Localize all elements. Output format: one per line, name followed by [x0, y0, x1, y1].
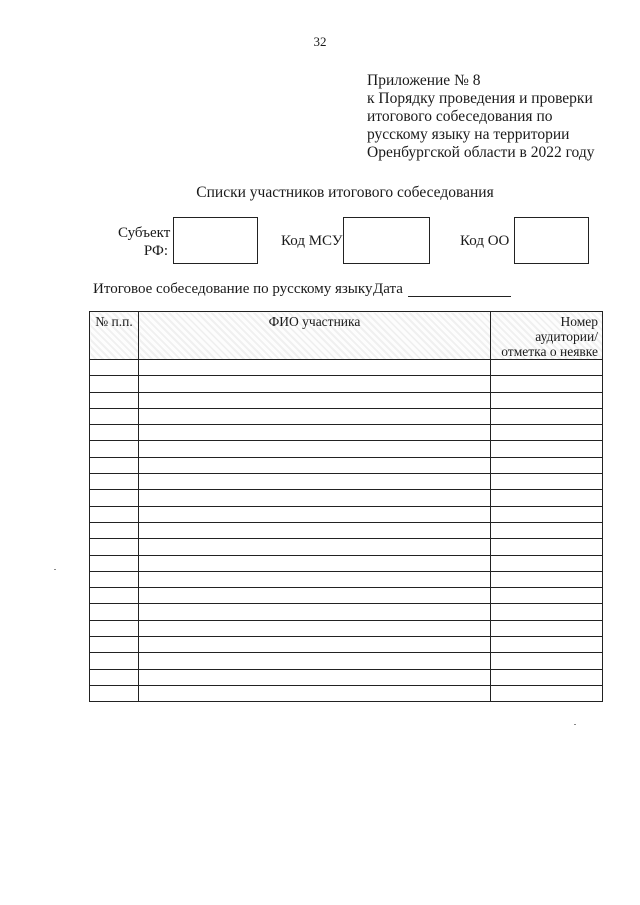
subject-label-line2: РФ:: [143, 243, 168, 259]
table-row: [90, 457, 603, 473]
date-label: Дата: [373, 281, 403, 297]
cell-number[interactable]: [90, 604, 139, 620]
cell-room[interactable]: [491, 669, 603, 685]
header-room-line1: Номер: [560, 314, 598, 329]
appendix-line: к Порядку проведения и проверки: [367, 90, 593, 107]
cell-name[interactable]: [139, 669, 491, 685]
table-row: [90, 637, 603, 653]
page-number: 32: [313, 34, 327, 49]
document-title: Списки участников итогового собеседования: [196, 184, 494, 201]
cell-name[interactable]: [139, 392, 491, 408]
header-name: ФИО участника: [139, 312, 491, 360]
cell-room[interactable]: [491, 522, 603, 538]
table-row: [90, 441, 603, 457]
table-row: [90, 392, 603, 408]
table-row: [90, 555, 603, 571]
oo-code-label: Код ОО: [460, 233, 510, 249]
cell-number[interactable]: [90, 360, 139, 376]
cell-room[interactable]: [491, 539, 603, 555]
cell-room[interactable]: [491, 376, 603, 392]
cell-number[interactable]: [90, 539, 139, 555]
cell-number[interactable]: [90, 685, 139, 701]
table-row: [90, 653, 603, 669]
table-row: [90, 685, 603, 701]
cell-room[interactable]: [491, 653, 603, 669]
cell-name[interactable]: [139, 604, 491, 620]
cell-name[interactable]: [139, 637, 491, 653]
appendix-line: итогового собеседования по: [367, 108, 553, 125]
msu-code-label: Код МСУ: [281, 233, 343, 249]
cell-number[interactable]: [90, 441, 139, 457]
cell-room[interactable]: [491, 571, 603, 587]
cell-name[interactable]: [139, 588, 491, 604]
table-row: [90, 474, 603, 490]
cell-room[interactable]: [491, 457, 603, 473]
cell-number[interactable]: [90, 425, 139, 441]
table-row: [90, 376, 603, 392]
cell-number[interactable]: [90, 571, 139, 587]
cell-name[interactable]: [139, 457, 491, 473]
table-header-row: [90, 312, 603, 360]
cell-name[interactable]: [139, 425, 491, 441]
cell-name[interactable]: [139, 539, 491, 555]
cell-name[interactable]: [139, 490, 491, 506]
cell-number[interactable]: [90, 474, 139, 490]
cell-number[interactable]: [90, 669, 139, 685]
cell-room[interactable]: [491, 588, 603, 604]
table-row: [90, 425, 603, 441]
cell-name[interactable]: [139, 376, 491, 392]
cell-number[interactable]: [90, 653, 139, 669]
table-row: [90, 539, 603, 555]
cell-room[interactable]: [491, 441, 603, 457]
table-row: [90, 490, 603, 506]
subject-label-line1: Субъект: [118, 225, 171, 241]
cell-number[interactable]: [90, 457, 139, 473]
cell-room[interactable]: [491, 408, 603, 424]
cell-room[interactable]: [491, 620, 603, 636]
cell-number[interactable]: [90, 588, 139, 604]
table-row: [90, 522, 603, 538]
appendix-line: русскому языку на территории: [367, 126, 570, 143]
cell-room[interactable]: [491, 425, 603, 441]
cell-number[interactable]: [90, 490, 139, 506]
oo-code-box[interactable]: [514, 217, 589, 264]
table-row: [90, 588, 603, 604]
cell-room[interactable]: [491, 360, 603, 376]
appendix-line: Приложение № 8: [367, 72, 481, 89]
table-row: [90, 506, 603, 522]
table-row: [90, 408, 603, 424]
cell-room[interactable]: [491, 604, 603, 620]
table-row: [90, 620, 603, 636]
subject-code-box[interactable]: [173, 217, 258, 264]
subject-label: [118, 224, 171, 260]
cell-number[interactable]: [90, 392, 139, 408]
cell-name[interactable]: [139, 522, 491, 538]
cell-name[interactable]: [139, 408, 491, 424]
table-row: [90, 571, 603, 587]
cell-room[interactable]: [491, 490, 603, 506]
header-room-line2: аудитории/: [535, 329, 598, 344]
scan-speck: [54, 569, 56, 570]
cell-number[interactable]: [90, 376, 139, 392]
table-row: [90, 604, 603, 620]
cell-room[interactable]: [491, 474, 603, 490]
appendix-note: [367, 72, 617, 162]
cell-number[interactable]: [90, 555, 139, 571]
cell-room[interactable]: [491, 506, 603, 522]
cell-name[interactable]: [139, 555, 491, 571]
cell-room[interactable]: [491, 392, 603, 408]
cell-name[interactable]: [139, 506, 491, 522]
cell-number[interactable]: [90, 408, 139, 424]
cell-name[interactable]: [139, 360, 491, 376]
appendix-line: Оренбургской области в 2022 году: [367, 144, 595, 161]
table-row: [90, 669, 603, 685]
header-room-line3: отметка о неявке: [501, 344, 598, 359]
cell-name[interactable]: [139, 571, 491, 587]
cell-number[interactable]: [90, 522, 139, 538]
cell-room[interactable]: [491, 555, 603, 571]
header-room: [491, 312, 603, 360]
cell-name[interactable]: [139, 620, 491, 636]
participants-table: [89, 311, 603, 702]
cell-number[interactable]: [90, 506, 139, 522]
cell-room[interactable]: [491, 637, 603, 653]
cell-name[interactable]: [139, 653, 491, 669]
cell-name[interactable]: [139, 441, 491, 457]
cell-name[interactable]: [139, 474, 491, 490]
scan-speck: [574, 724, 576, 725]
msu-code-box[interactable]: [343, 217, 430, 264]
cell-number[interactable]: [90, 637, 139, 653]
cell-name[interactable]: [139, 685, 491, 701]
exam-label: Итоговое собеседование по русскому языку: [93, 281, 373, 297]
cell-number[interactable]: [90, 620, 139, 636]
table-body: [90, 360, 603, 702]
table-row: [90, 360, 603, 376]
header-number: № п.п.: [90, 312, 139, 360]
date-field[interactable]: [408, 296, 511, 297]
cell-room[interactable]: [491, 685, 603, 701]
